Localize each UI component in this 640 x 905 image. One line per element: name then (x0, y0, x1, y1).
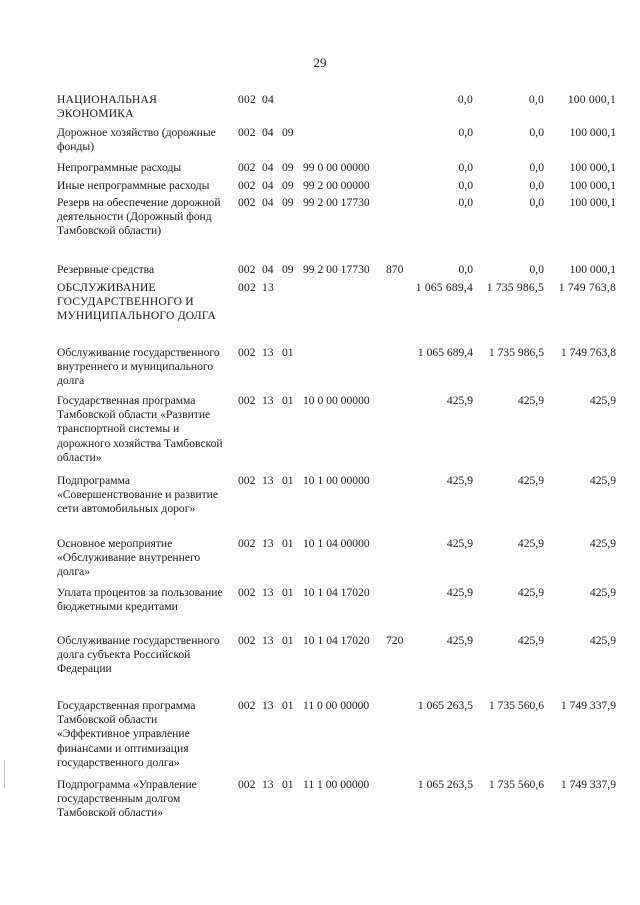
row-name: Дорожное хозяйство (дорожные фонды) (57, 126, 216, 154)
value-year-1: 425,9 (446, 474, 473, 487)
value-year-1: 425,9 (446, 394, 473, 407)
value-year-3: 100 000,1 (569, 126, 616, 139)
value-year-3: 100 000,1 (569, 263, 616, 276)
row-name: Резерв на обеспечение дорожной деятельности (Дорожный фонд Тамбовской области) (57, 196, 221, 238)
code-subsection: 09 (282, 161, 294, 174)
code-subsection: 09 (282, 179, 294, 192)
value-year-2: 1 735 986,5 (486, 281, 544, 294)
code-section: 04 (262, 196, 274, 209)
code-target-article: 99 2 00 17730 (303, 196, 370, 209)
value-year-3: 1 749 763,8 (558, 281, 616, 294)
code-ministry: 002 (238, 93, 256, 106)
code-ministry: 002 (238, 634, 256, 647)
code-section: 04 (262, 179, 274, 192)
code-section: 13 (262, 537, 274, 550)
code-subsection: 01 (282, 474, 294, 487)
row-name: НАЦИОНАЛЬНАЯ ЭКОНОМИКА (57, 93, 158, 121)
value-year-3: 1 749 337,9 (560, 699, 616, 712)
code-subsection: 01 (282, 346, 294, 359)
row-name: Уплата процентов за пользование бюджетными кредитами (57, 586, 223, 614)
value-year-3: 425,9 (589, 394, 616, 407)
value-year-1: 425,9 (446, 586, 473, 599)
value-year-2: 1 735 560,6 (488, 699, 544, 712)
code-subsection: 01 (282, 586, 294, 599)
value-year-3: 100 000,1 (567, 93, 616, 106)
value-year-1: 0,0 (458, 196, 473, 209)
row-name: Резервные средства (57, 263, 155, 276)
page-number: 29 (313, 55, 327, 70)
code-expense-type: 870 (386, 263, 404, 276)
value-year-3: 425,9 (589, 474, 616, 487)
value-year-2: 1 735 560,6 (488, 778, 544, 791)
value-year-2: 0,0 (529, 263, 544, 276)
row-name: Подпрограмма «Совершенствование и развитие сети автомобильных дорог» (57, 474, 218, 516)
value-year-1: 1 065 263,5 (417, 699, 473, 712)
code-ministry: 002 (238, 263, 256, 276)
value-year-2: 0,0 (529, 126, 544, 139)
value-year-3: 1 749 337,9 (560, 778, 616, 791)
code-ministry: 002 (238, 586, 256, 599)
code-ministry: 002 (238, 699, 256, 712)
value-year-1: 1 065 689,4 (417, 346, 473, 359)
value-year-2: 425,9 (517, 394, 544, 407)
code-ministry: 002 (238, 346, 256, 359)
code-ministry: 002 (238, 778, 256, 791)
code-subsection: 09 (282, 126, 294, 139)
code-target-article: 10 1 04 17020 (303, 634, 370, 647)
code-target-article: 99 2 00 17730 (303, 263, 370, 276)
row-name: Основное мероприятие «Обслуживание внутреннего долга» (57, 537, 201, 579)
value-year-2: 425,9 (517, 537, 544, 550)
code-ministry: 002 (238, 196, 256, 209)
code-subsection: 01 (282, 537, 294, 550)
value-year-2: 425,9 (517, 474, 544, 487)
code-subsection: 01 (282, 699, 294, 712)
code-section: 04 (262, 126, 274, 139)
code-target-article: 11 1 00 00000 (303, 778, 370, 791)
value-year-3: 100 000,1 (569, 179, 616, 192)
value-year-3: 100 000,1 (569, 161, 616, 174)
row-name: Обслуживание государственного внутреннего и муниципального долга (57, 346, 220, 388)
code-section: 13 (262, 281, 274, 294)
code-subsection: 09 (282, 263, 294, 276)
value-year-1: 0,0 (458, 126, 473, 139)
value-year-2: 0,0 (529, 196, 544, 209)
code-section: 13 (262, 634, 274, 647)
value-year-1: 1 065 263,5 (417, 778, 473, 791)
code-section: 13 (262, 394, 274, 407)
value-year-1: 0,0 (458, 263, 473, 276)
code-section: 13 (262, 699, 274, 712)
scan-margin-mark (4, 760, 5, 788)
row-name: Непрограммные расходы (57, 161, 182, 174)
code-ministry: 002 (238, 474, 256, 487)
value-year-3: 425,9 (589, 586, 616, 599)
code-ministry: 002 (238, 281, 256, 294)
value-year-3: 425,9 (589, 634, 616, 647)
value-year-3: 100 000,1 (569, 196, 616, 209)
code-target-article: 99 0 00 00000 (303, 161, 370, 174)
value-year-1: 425,9 (446, 537, 473, 550)
value-year-2: 425,9 (517, 634, 544, 647)
code-ministry: 002 (238, 179, 256, 192)
value-year-1: 1 065 689,4 (415, 281, 473, 294)
code-section: 13 (262, 474, 274, 487)
row-name: Иные непрограммные расходы (57, 179, 210, 192)
code-section: 04 (262, 93, 274, 106)
row-name: Обслуживание государственного долга субъекта Российской Федерации (57, 634, 220, 676)
code-section: 04 (262, 263, 274, 276)
code-subsection: 01 (282, 394, 294, 407)
row-name: Подпрограмма «Управление государственным долгом Тамбовской области» (57, 778, 197, 820)
code-target-article: 10 1 04 17020 (303, 586, 370, 599)
value-year-2: 1 735 986,5 (488, 346, 544, 359)
code-ministry: 002 (238, 161, 256, 174)
value-year-2: 0,0 (529, 161, 544, 174)
code-target-article: 99 2 00 00000 (303, 179, 370, 192)
code-ministry: 002 (238, 126, 256, 139)
value-year-1: 0,0 (458, 179, 473, 192)
value-year-2: 0,0 (528, 93, 544, 106)
code-section: 13 (262, 586, 274, 599)
code-subsection: 09 (282, 196, 294, 209)
row-name: ОБСЛУЖИВАНИЕ ГОСУДАРСТВЕННОГО И МУНИЦИПАЛЬНОГО ДОЛГА (57, 281, 217, 323)
code-section: 13 (262, 346, 274, 359)
code-section: 04 (262, 161, 274, 174)
code-expense-type: 720 (386, 634, 404, 647)
code-target-article: 10 0 00 00000 (303, 394, 370, 407)
row-name: Государственная программа Тамбовской области «Развитие транспортной системы и дорожного хозяйства Тамбовской области» (57, 394, 223, 464)
code-ministry: 002 (238, 537, 256, 550)
value-year-1: 0,0 (458, 161, 473, 174)
code-subsection: 01 (282, 778, 294, 791)
value-year-3: 425,9 (589, 537, 616, 550)
value-year-1: 425,9 (446, 634, 473, 647)
value-year-2: 0,0 (529, 179, 544, 192)
value-year-3: 1 749 763,8 (560, 346, 616, 359)
code-target-article: 10 1 00 00000 (303, 474, 370, 487)
value-year-2: 425,9 (517, 586, 544, 599)
code-section: 13 (262, 778, 274, 791)
code-target-article: 10 1 04 00000 (303, 537, 370, 550)
code-subsection: 01 (282, 634, 294, 647)
code-target-article: 11 0 00 00000 (303, 699, 370, 712)
value-year-1: 0,0 (457, 93, 473, 106)
row-name: Государственная программа Тамбовской области «Эффективное управление финансами и оптимизация государственного долга» (57, 699, 196, 769)
code-ministry: 002 (238, 394, 256, 407)
